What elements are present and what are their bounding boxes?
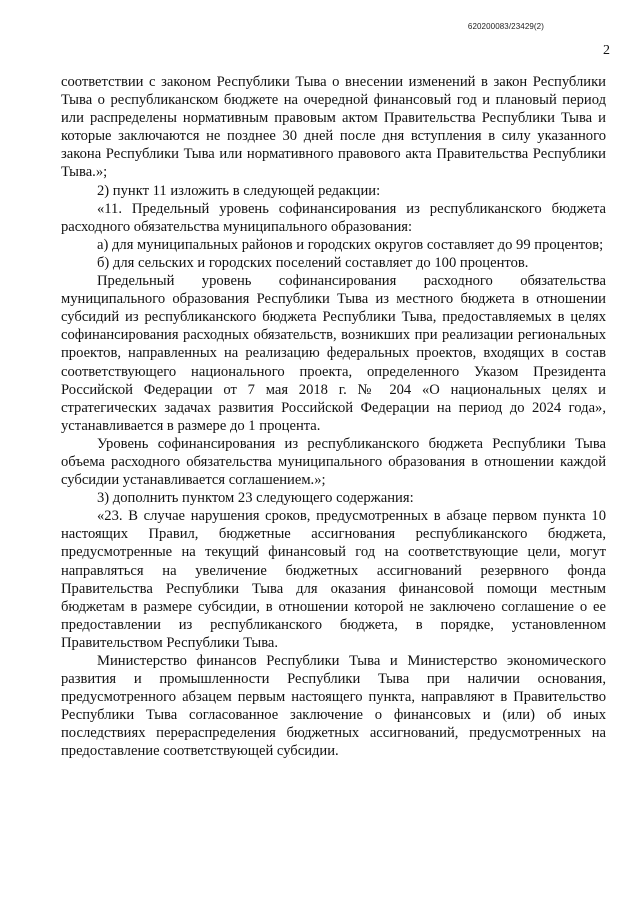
paragraph: б) для сельских и городских поселений составляет до 100 процентов.	[97, 254, 529, 271]
paragraph: «23. В случае нарушения сроков, предусмотренных в абзаце первом пункта 10 настоящих Правил, бюджетные ассигнования республиканского бюджета, предусмотренные на текущий финансовый год на соответствующие цели, могут направляться на увеличение бюджетных ассигнований резервного фонда Правительства Республики Тыва для оказания финансовой помощи местным бюджетам в размере субсидии, в отношении которой не заключено соглашение о ее предоставлении из республиканского бюджета, в порядке, установленном Правительством Республики Тыва.	[61, 508, 606, 651]
document-body	[61, 73, 606, 761]
paragraph: соответствии с законом Республики Тыва о внесении изменений в закон Республики Тыва о республиканском бюджете на очередной финансовый год и плановый период или распределены нормативным правовым актом Правительства Республики Тыва и которые заключаются не позднее 30 дней после дня вступления в силу указанного закона Республики Тыва или нормативного правового акта Правительства Республики Тыва.»;	[61, 74, 606, 181]
paragraph: Уровень софинансирования из республиканского бюджета Республики Тыва объема расходного обязательства муниципального образования в отношении каждой субсидии устанавливается соглашением.»;	[61, 435, 606, 489]
paragraph: 3) дополнить пунктом 23 следующего содержания:	[97, 490, 414, 507]
paragraph: «11. Предельный уровень софинансирования из республиканского бюджета расходного обязательства муниципального образования:	[61, 200, 606, 235]
paragraph: Предельный уровень софинансирования расходного обязательства муниципального образования Республики Тыва из местного бюджета в отношении субсидий из республиканского бюджета Республики Тыва, предоставляемых в целях софинансирования расходных обязательств, возникших при реализации региональных проектов, направленных на реализацию федеральных проектов, входящих в состав соответствующего национального проекта, определенного Указом Президента Российской Федерации от 7 мая 2018 г. № 204 «О национальных целях и стратегических задачах развития Российской Федерации на период до 2024 года», устанавливается в размере до 1 процента.	[61, 273, 606, 434]
paragraph: Министерство финансов Республики Тыва и Министерство экономического развития и промышленности Республики Тыва при наличии основания, предусмотренного абзацем первым настоящего пункта, направляют в Правительство Республики Тыва согласованное заключение о финансовых и (или) об иных последствиях перераспределения бюджетных ассигнований, предусмотренных на предоставление соответствующей субсидии.	[61, 653, 606, 760]
document-code: 620200083/23429(2)	[467, 22, 544, 31]
paragraph: 2) пункт 11 изложить в следующей редакции:	[97, 182, 381, 199]
paragraph: а) для муниципальных районов и городских округов составляет до 99 процентов;	[97, 236, 604, 253]
page-number: 2	[603, 43, 610, 58]
